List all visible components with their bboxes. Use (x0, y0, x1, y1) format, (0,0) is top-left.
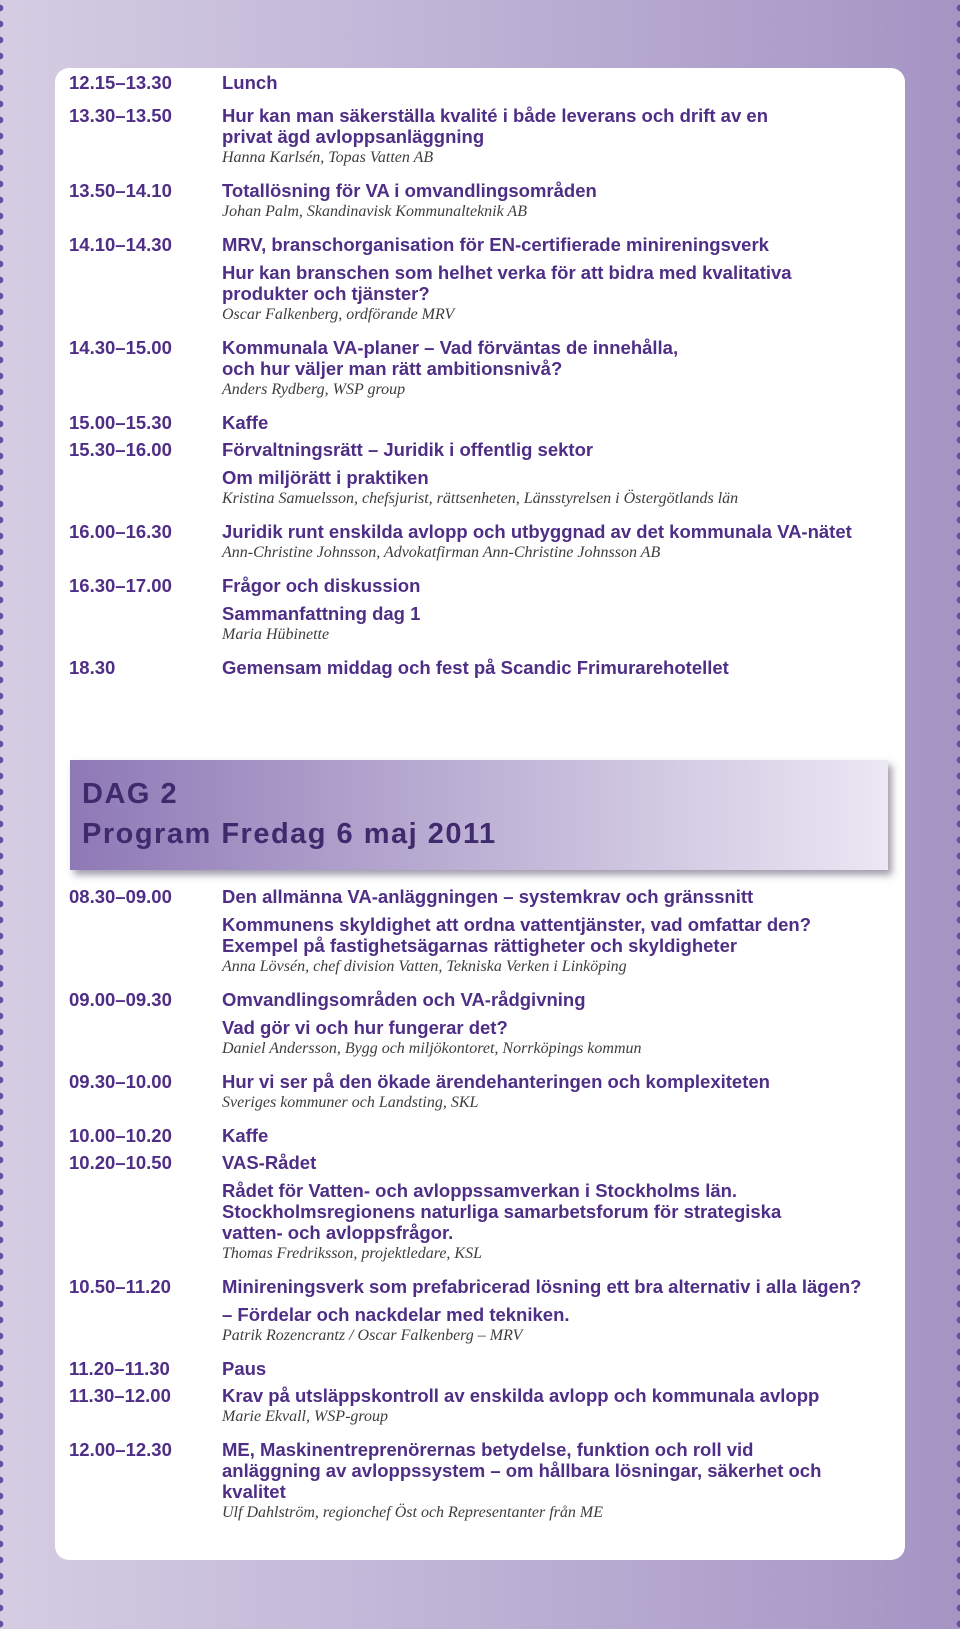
right-perforated-edge (956, 0, 960, 1629)
session-time: 15.00–15.30 (69, 412, 172, 433)
session-time: 12.00–12.30 (69, 1439, 172, 1460)
session-time: 16.30–17.00 (69, 575, 172, 596)
schedule-item (69, 1385, 899, 1427)
session-subtitle: Hur kan branschen som helhet verka för att bidra med kvalitativa produkter och tjänster? (222, 262, 792, 304)
session-time: 10.20–10.50 (69, 1152, 172, 1173)
schedule-item (69, 337, 899, 400)
session-title: Kommunala VA-planer – Vad förväntas de innehålla, och hur väljer man rätt ambitionsnivå? (222, 337, 679, 379)
session-title: Totallösning för VA i omvandlingsområden (222, 180, 597, 201)
schedule-item (69, 72, 899, 93)
session-time: 18.30 (69, 657, 116, 678)
schedule-item (69, 412, 899, 433)
session-time: 09.00–09.30 (69, 989, 172, 1010)
session-title: Omvandlingsområden och VA-rådgivning (222, 989, 586, 1010)
session-title: VAS-Rådet (222, 1152, 317, 1173)
day-program-title: Program Fredag 6 maj 2011 (82, 818, 497, 850)
schedule-item (69, 180, 899, 222)
schedule-item (69, 105, 899, 168)
session-time: 13.30–13.50 (69, 105, 172, 126)
session-title: Minireningsverk som prefabricerad lösning ett bra alternativ i alla lägen? (222, 1276, 862, 1297)
session-subtitle: – Fördelar och nackdelar med tekniken. (222, 1304, 570, 1325)
session-title: Förvaltningsrätt – Juridik i offentlig sektor (222, 439, 594, 460)
schedule-item (69, 439, 899, 509)
session-title: ME, Maskinentreprenörernas betydelse, funktion och roll vid anläggning av avloppssystem – om hållbara lösningar, säkerhet och kvalitet (222, 1439, 822, 1502)
session-time: 12.15–13.30 (69, 72, 172, 93)
session-time: 15.30–16.00 (69, 439, 172, 460)
session-time: 14.10–14.30 (69, 234, 172, 255)
schedule-item (69, 1358, 899, 1379)
session-speaker: Oscar Falkenberg, ordförande MRV (222, 306, 455, 323)
session-time: 10.50–11.20 (69, 1276, 171, 1297)
schedule-item (69, 1071, 899, 1113)
session-speaker: Ulf Dahlström, regionchef Öst och Representanter från ME (222, 1504, 603, 1521)
left-perforated-edge (0, 0, 4, 1629)
session-title: Kaffe (222, 1125, 269, 1146)
session-time: 10.00–10.20 (69, 1125, 172, 1146)
session-time: 08.30–09.00 (69, 886, 172, 907)
session-speaker: Sveriges kommuner och Landsting, SKL (222, 1094, 479, 1111)
schedule-item (69, 234, 899, 325)
day2-banner (70, 760, 888, 870)
schedule-item (69, 1276, 899, 1346)
day2-schedule (69, 886, 899, 1523)
session-title: Den allmänna VA-anläggningen – systemkrav och gränssnitt (222, 886, 754, 907)
day1-schedule (69, 72, 899, 678)
session-subtitle: Om miljörätt i praktiken (222, 467, 429, 488)
session-title: Lunch (222, 72, 278, 93)
session-speaker: Patrik Rozencrantz / Oscar Falkenberg – MRV (222, 1327, 523, 1344)
schedule-item (69, 886, 899, 977)
session-title: MRV, branschorganisation för EN-certifierade minireningsverk (222, 234, 769, 255)
session-title: Frågor och diskussion (222, 575, 421, 596)
session-title: Hur vi ser på den ökade ärendehanteringen och komplexiteten (222, 1071, 770, 1092)
session-speaker: Anna Lövsén, chef division Vatten, Tekniska Verken i Linköping (222, 958, 627, 975)
schedule-item (69, 1152, 899, 1264)
session-subtitle: Vad gör vi och hur fungerar det? (222, 1017, 508, 1038)
schedule-item (69, 657, 899, 678)
session-title: Juridik runt enskilda avlopp och utbyggnad av det kommunala VA-nätet (222, 521, 852, 542)
schedule-item (69, 1125, 899, 1146)
session-speaker: Thomas Fredriksson, projektledare, KSL (222, 1245, 482, 1262)
session-speaker: Hanna Karlsén, Topas Vatten AB (222, 149, 434, 166)
session-title: Paus (222, 1358, 267, 1379)
session-speaker: Kristina Samuelsson, chefsjurist, rättsenheten, Länsstyrelsen i Östergötlands län (222, 490, 739, 507)
day-label: DAG 2 (82, 778, 179, 810)
session-speaker: Marie Ekvall, WSP-group (222, 1408, 389, 1425)
session-time: 11.20–11.30 (69, 1358, 170, 1379)
session-speaker: Anders Rydberg, WSP group (222, 381, 406, 398)
session-speaker: Ann-Christine Johnsson, Advokatfirman Ann-Christine Johnsson AB (222, 544, 661, 561)
session-subtitle: Sammanfattning dag 1 (222, 603, 421, 624)
session-speaker: Maria Hübinette (222, 626, 330, 643)
session-time: 14.30–15.00 (69, 337, 172, 358)
session-title: Hur kan man säkerställa kvalité i både leverans och drift av en privat ägd avloppsanläggning (222, 105, 768, 147)
session-title: Krav på utsläppskontroll av enskilda avlopp och kommunala avlopp (222, 1385, 820, 1406)
session-time: 16.00–16.30 (69, 521, 172, 542)
session-subtitle: Kommunens skyldighet att ordna vattentjänster, vad omfattar den? Exempel på fastighetsägarnas rättigheter och skyldigheter (222, 914, 812, 956)
schedule-item (69, 989, 899, 1059)
session-title: Gemensam middag och fest på Scandic Frimurarehotellet (222, 657, 729, 678)
session-subtitle: Rådet för Vatten- och avloppssamverkan i Stockholms län. Stockholmsregionens naturliga samarbetsforum för strategiska vatten- och avloppsfrågor. (222, 1180, 782, 1243)
schedule-item (69, 1439, 899, 1523)
session-speaker: Johan Palm, Skandinavisk Kommunalteknik AB (222, 203, 527, 220)
session-time: 11.30–12.00 (69, 1385, 171, 1406)
session-title: Kaffe (222, 412, 269, 433)
session-speaker: Daniel Andersson, Bygg och miljökontoret, Norrköpings kommun (222, 1040, 642, 1057)
session-time: 13.50–14.10 (69, 180, 172, 201)
schedule-item (69, 575, 899, 645)
session-time: 09.30–10.00 (69, 1071, 172, 1092)
schedule-item (69, 521, 899, 563)
